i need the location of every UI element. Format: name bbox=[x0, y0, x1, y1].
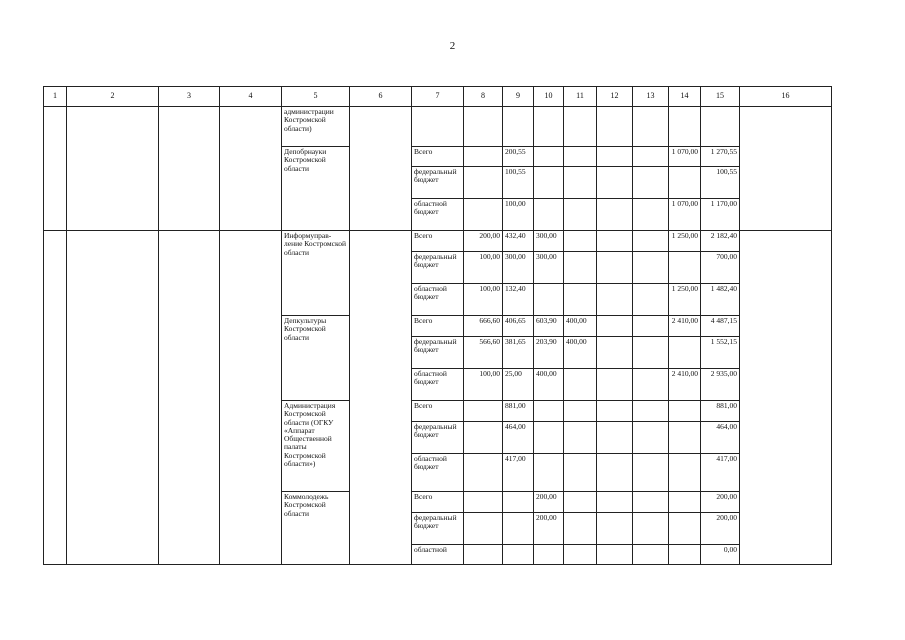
value-cell bbox=[669, 513, 701, 545]
value-cell: 300,00 bbox=[534, 231, 564, 252]
value-cell: 1 070,00 bbox=[669, 199, 701, 231]
value-cell: 881,00 bbox=[503, 401, 534, 422]
value-cell bbox=[534, 284, 564, 316]
total-cell: 200,00 bbox=[701, 492, 740, 513]
total-cell: 700,00 bbox=[701, 252, 740, 284]
value-cell bbox=[633, 401, 669, 422]
cell bbox=[44, 231, 67, 565]
org-name: Коммолодежь Костромской области bbox=[282, 492, 350, 565]
total-cell: 2 935,00 bbox=[701, 369, 740, 401]
table-header-row bbox=[44, 87, 832, 107]
value-cell bbox=[597, 231, 633, 252]
value-cell: 1 070,00 bbox=[669, 147, 701, 167]
value-cell bbox=[597, 492, 633, 513]
value-cell bbox=[669, 337, 701, 369]
value-cell: 432,40 bbox=[503, 231, 534, 252]
value-cell: 400,00 bbox=[564, 337, 597, 369]
value-cell bbox=[633, 369, 669, 401]
cell bbox=[159, 107, 220, 231]
budget-type: Всего bbox=[412, 231, 464, 252]
cell bbox=[350, 107, 412, 231]
value-cell bbox=[669, 401, 701, 422]
table-row bbox=[44, 107, 832, 147]
value-cell bbox=[633, 284, 669, 316]
value-cell bbox=[564, 231, 597, 252]
column-header: 11 bbox=[564, 87, 597, 107]
value-cell bbox=[564, 492, 597, 513]
value-cell bbox=[597, 401, 633, 422]
cell bbox=[564, 107, 597, 147]
org-name: администрации Костромской области) bbox=[282, 107, 350, 147]
cell bbox=[350, 231, 412, 565]
value-cell bbox=[597, 167, 633, 199]
value-cell bbox=[534, 454, 564, 492]
value-cell bbox=[564, 369, 597, 401]
budget-type: Всего bbox=[412, 316, 464, 337]
budget-type: Всего bbox=[412, 492, 464, 513]
value-cell: 400,00 bbox=[534, 369, 564, 401]
value-cell: 132,40 bbox=[503, 284, 534, 316]
budget-type: федеральный бюджет bbox=[412, 252, 464, 284]
value-cell: 300,00 bbox=[503, 252, 534, 284]
total-cell: 4 487,15 bbox=[701, 316, 740, 337]
org-name: Администрация Костромской области (ОГКУ «Аппарат Общественной палаты Костромской области») bbox=[282, 401, 350, 492]
value-cell bbox=[597, 252, 633, 284]
value-cell bbox=[597, 284, 633, 316]
value-cell bbox=[669, 252, 701, 284]
value-cell bbox=[464, 492, 503, 513]
value-cell: 100,00 bbox=[464, 369, 503, 401]
total-cell: 1 170,00 bbox=[701, 199, 740, 231]
column-header: 2 bbox=[67, 87, 159, 107]
total-cell: 1 270,55 bbox=[701, 147, 740, 167]
value-cell bbox=[597, 422, 633, 454]
value-cell bbox=[564, 167, 597, 199]
cell bbox=[464, 107, 503, 147]
value-cell bbox=[503, 492, 534, 513]
value-cell bbox=[534, 167, 564, 199]
column-header: 15 bbox=[701, 87, 740, 107]
cell bbox=[220, 231, 282, 565]
total-cell: 200,00 bbox=[701, 513, 740, 545]
total-cell: 2 182,40 bbox=[701, 231, 740, 252]
value-cell bbox=[633, 199, 669, 231]
value-cell bbox=[534, 422, 564, 454]
column-header: 8 bbox=[464, 87, 503, 107]
value-cell bbox=[503, 513, 534, 545]
cell bbox=[412, 107, 464, 147]
value-cell bbox=[464, 454, 503, 492]
budget-type: федеральный бюджет bbox=[412, 337, 464, 369]
total-cell: 881,00 bbox=[701, 401, 740, 422]
budget-type: областной бюджет bbox=[412, 199, 464, 231]
column-header: 6 bbox=[350, 87, 412, 107]
value-cell: 100,00 bbox=[464, 284, 503, 316]
budget-type: Всего bbox=[412, 401, 464, 422]
column-header: 12 bbox=[597, 87, 633, 107]
value-cell bbox=[597, 316, 633, 337]
value-cell: 200,00 bbox=[534, 492, 564, 513]
value-cell: 566,60 bbox=[464, 337, 503, 369]
value-cell bbox=[534, 545, 564, 565]
value-cell bbox=[464, 513, 503, 545]
value-cell bbox=[534, 401, 564, 422]
value-cell bbox=[597, 337, 633, 369]
value-cell bbox=[633, 454, 669, 492]
value-cell bbox=[669, 454, 701, 492]
value-cell: 300,00 bbox=[534, 252, 564, 284]
cell bbox=[220, 107, 282, 231]
cell bbox=[633, 107, 669, 147]
cell bbox=[701, 107, 740, 147]
value-cell bbox=[669, 545, 701, 565]
value-cell: 200,00 bbox=[534, 513, 564, 545]
cell bbox=[503, 107, 534, 147]
total-cell: 1 482,40 bbox=[701, 284, 740, 316]
total-cell: 0,00 bbox=[701, 545, 740, 565]
value-cell bbox=[597, 147, 633, 167]
value-cell bbox=[669, 422, 701, 454]
value-cell bbox=[564, 545, 597, 565]
value-cell bbox=[633, 167, 669, 199]
value-cell bbox=[597, 454, 633, 492]
column-header: 5 bbox=[282, 87, 350, 107]
cell bbox=[669, 107, 701, 147]
value-cell bbox=[633, 147, 669, 167]
budget-type: федеральный бюджет bbox=[412, 422, 464, 454]
column-header: 13 bbox=[633, 87, 669, 107]
cell bbox=[159, 231, 220, 565]
value-cell: 417,00 bbox=[503, 454, 534, 492]
value-cell bbox=[534, 199, 564, 231]
total-cell: 100,55 bbox=[701, 167, 740, 199]
column-header: 3 bbox=[159, 87, 220, 107]
value-cell bbox=[464, 422, 503, 454]
value-cell bbox=[597, 369, 633, 401]
value-cell: 603,90 bbox=[534, 316, 564, 337]
value-cell bbox=[633, 492, 669, 513]
org-name: Депкультуры Костромской области bbox=[282, 316, 350, 401]
value-cell: 2 410,00 bbox=[669, 369, 701, 401]
budget-type: областной бюджет bbox=[412, 284, 464, 316]
cell bbox=[740, 107, 832, 231]
value-cell bbox=[669, 492, 701, 513]
column-header: 10 bbox=[534, 87, 564, 107]
column-header: 7 bbox=[412, 87, 464, 107]
value-cell: 666,60 bbox=[464, 316, 503, 337]
value-cell bbox=[464, 167, 503, 199]
table-row bbox=[44, 231, 832, 252]
value-cell bbox=[597, 513, 633, 545]
cell bbox=[534, 107, 564, 147]
value-cell bbox=[633, 316, 669, 337]
value-cell: 25,00 bbox=[503, 369, 534, 401]
value-cell bbox=[564, 422, 597, 454]
value-cell bbox=[564, 454, 597, 492]
cell bbox=[740, 231, 832, 565]
value-cell bbox=[633, 513, 669, 545]
value-cell: 400,00 bbox=[564, 316, 597, 337]
total-cell: 1 552,15 bbox=[701, 337, 740, 369]
value-cell: 200,00 bbox=[464, 231, 503, 252]
cell bbox=[67, 107, 159, 231]
value-cell bbox=[597, 199, 633, 231]
budget-type: федеральный бюджет bbox=[412, 167, 464, 199]
budget-type: областной бюджет bbox=[412, 369, 464, 401]
budget-type: областной bbox=[412, 545, 464, 565]
column-header: 14 bbox=[669, 87, 701, 107]
value-cell: 203,90 bbox=[534, 337, 564, 369]
cell bbox=[67, 231, 159, 565]
value-cell: 381,65 bbox=[503, 337, 534, 369]
value-cell: 1 250,00 bbox=[669, 231, 701, 252]
column-header: 16 bbox=[740, 87, 832, 107]
value-cell: 464,00 bbox=[503, 422, 534, 454]
value-cell: 100,00 bbox=[503, 199, 534, 231]
total-cell: 464,00 bbox=[701, 422, 740, 454]
budget-table bbox=[43, 86, 832, 565]
value-cell bbox=[503, 545, 534, 565]
value-cell bbox=[633, 231, 669, 252]
value-cell: 200,55 bbox=[503, 147, 534, 167]
value-cell bbox=[564, 284, 597, 316]
value-cell: 2 410,00 bbox=[669, 316, 701, 337]
value-cell bbox=[669, 167, 701, 199]
value-cell bbox=[597, 545, 633, 565]
cell bbox=[44, 107, 67, 231]
value-cell bbox=[464, 199, 503, 231]
value-cell: 1 250,00 bbox=[669, 284, 701, 316]
budget-type: Всего bbox=[412, 147, 464, 167]
column-header: 1 bbox=[44, 87, 67, 107]
org-name: Депобрнауки Костромской области bbox=[282, 147, 350, 231]
value-cell bbox=[534, 147, 564, 167]
budget-type: федеральный бюджет bbox=[412, 513, 464, 545]
value-cell bbox=[464, 147, 503, 167]
value-cell bbox=[633, 545, 669, 565]
org-name: Информуправ-ление Костромской области bbox=[282, 231, 350, 316]
value-cell bbox=[564, 147, 597, 167]
value-cell bbox=[464, 545, 503, 565]
total-cell: 417,00 bbox=[701, 454, 740, 492]
value-cell bbox=[564, 252, 597, 284]
budget-type: областной бюджет bbox=[412, 454, 464, 492]
value-cell: 100,55 bbox=[503, 167, 534, 199]
value-cell: 406,65 bbox=[503, 316, 534, 337]
value-cell bbox=[464, 401, 503, 422]
value-cell: 100,00 bbox=[464, 252, 503, 284]
value-cell bbox=[564, 401, 597, 422]
page-number: 2 bbox=[449, 40, 456, 52]
value-cell bbox=[633, 252, 669, 284]
value-cell bbox=[633, 422, 669, 454]
value-cell bbox=[564, 199, 597, 231]
value-cell bbox=[633, 337, 669, 369]
column-header: 4 bbox=[220, 87, 282, 107]
column-header: 9 bbox=[503, 87, 534, 107]
cell bbox=[597, 107, 633, 147]
value-cell bbox=[564, 513, 597, 545]
